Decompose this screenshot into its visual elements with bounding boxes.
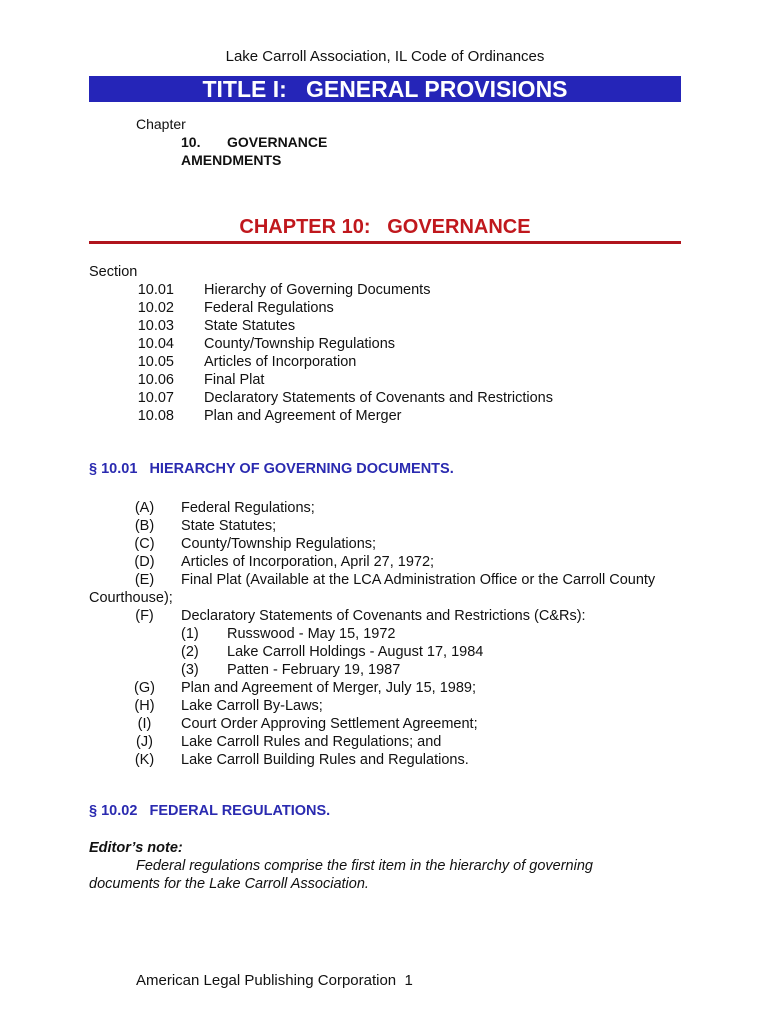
list-item: (K) Lake Carroll Building Rules and Regulations.	[134, 752, 469, 768]
editors-note-label: Editor’s note:	[89, 840, 183, 856]
section-list-label: Section	[89, 264, 138, 280]
list-item: (H) Lake Carroll By-Laws;	[134, 698, 323, 714]
list-item-continuation: Courthouse);	[89, 590, 173, 606]
section-list-item: 10.06 Final Plat	[137, 372, 265, 388]
list-item: (B) State Statutes;	[134, 518, 277, 534]
list-item: (F) Declaratory Statements of Covenants and Restrictions (C&Rs):	[135, 608, 586, 624]
list-item: (J) Lake Carroll Rules and Regulations; and	[136, 734, 442, 750]
page-footer: American Legal Publishing Corporation 1	[136, 972, 413, 989]
page-header: Lake Carroll Association, IL Code of Ordinances	[225, 48, 545, 65]
editors-note-line-2: documents for the Lake Carroll Association.	[89, 876, 369, 892]
list-item: (A) Federal Regulations;	[134, 500, 315, 516]
section-list-item: 10.02 Federal Regulations	[137, 300, 334, 316]
list-item: (E) Final Plat (Available at the LCA Administration Office or the Carroll County	[134, 572, 656, 588]
sub-list-item: (1) Russwood - May 15, 1972	[181, 626, 396, 642]
section-list-item: 10.05 Articles of Incorporation	[137, 354, 357, 370]
editors-note-line-1: Federal regulations comprise the first item in the hierarchy of governing	[136, 858, 593, 874]
title-banner: TITLE I: GENERAL PROVISIONS	[89, 76, 681, 102]
section-1002-heading: § 10.02 FEDERAL REGULATIONS.	[89, 803, 331, 819]
section-list	[106, 281, 553, 425]
toc-chapter-label: Chapter	[136, 116, 186, 132]
section-list-item: 10.04 County/Township Regulations	[137, 336, 396, 352]
s1001-item-list-2	[122, 607, 586, 625]
list-item: (D) Articles of Incorporation, April 27, 1972;	[134, 554, 435, 570]
s1001-sublist	[181, 625, 483, 679]
list-item: (I) Court Order Approving Settlement Agreement;	[137, 716, 478, 732]
toc-chapter-title: GOVERNANCE	[227, 134, 328, 150]
list-item: (C) County/Township Regulations;	[134, 536, 377, 552]
section-list-item: 10.01 Hierarchy of Governing Documents	[137, 282, 431, 298]
toc-chapter-number: 10.	[181, 134, 201, 150]
s1001-item-list	[122, 499, 655, 589]
s1001-item-list-3	[122, 679, 478, 769]
list-item: (G) Plan and Agreement of Merger, July 15, 1989;	[134, 680, 477, 696]
section-list-item: 10.03 State Statutes	[137, 318, 296, 334]
section-list-item: 10.08 Plan and Agreement of Merger	[137, 408, 402, 424]
toc-amendments: AMENDMENTS	[181, 152, 282, 168]
section-1001-heading: § 10.01 HIERARCHY OF GOVERNING DOCUMENTS.	[89, 461, 454, 477]
chapter-heading: CHAPTER 10: GOVERNANCE	[239, 216, 531, 238]
section-list-item: 10.07 Declaratory Statements of Covenants and Restrictions	[137, 390, 553, 406]
sub-list-item: (3) Patten - February 19, 1987	[181, 662, 401, 678]
chapter-divider	[89, 241, 681, 244]
sub-list-item: (2) Lake Carroll Holdings - August 17, 1984	[181, 644, 484, 660]
